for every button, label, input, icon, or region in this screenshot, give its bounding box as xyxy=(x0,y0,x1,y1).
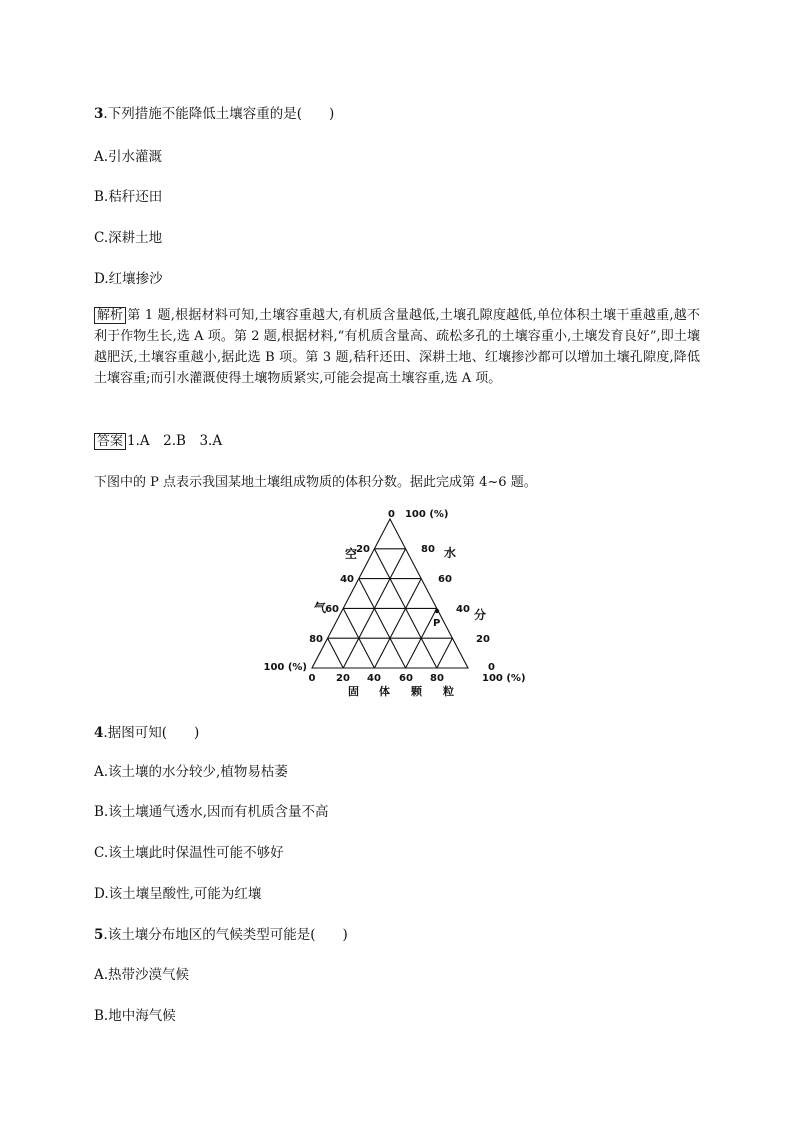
left-tick-20: 20 xyxy=(356,544,370,555)
q4-option-a: A.该土壤的水分较少,植物易枯萎 xyxy=(94,764,288,780)
bottom-tick-0: 0 xyxy=(308,673,316,684)
q4-option-d: D.该土壤呈酸性,可能为红壤 xyxy=(94,886,262,902)
bottom-right-label: 0 xyxy=(488,662,495,673)
q4-option-c: C.该土壤此时保温性可能不够好 xyxy=(94,845,284,861)
question-5-stem: 5.该土壤分布地区的气候类型可能是( ) xyxy=(94,927,348,943)
answer-text: 1.A 2.B 3.A xyxy=(127,433,223,449)
bottom-axis-name-1: 固 xyxy=(348,685,359,698)
left-axis-name-2: 气 xyxy=(314,601,327,615)
triangle-outline xyxy=(312,519,468,668)
right-tick-20: 20 xyxy=(476,634,490,645)
grid-line-right-parallel xyxy=(343,608,374,668)
q5-option-b: B.地中海气候 xyxy=(94,1008,176,1024)
bottom-tick-40: 40 xyxy=(367,673,381,684)
grid-line-left-parallel xyxy=(374,579,421,668)
right-tick-40: 40 xyxy=(456,604,470,615)
analysis-text: 第 1 题,根据材料可知,土壤容重越大,有机质含量越低,土壤孔隙度越低,单位体积土壤干重越重,越不利于作物生长,选 A 项。第 2 题,根据材料,“有机质含量高、疏松多孔的土壤容重小,土壤发育良好”,即土壤越肥沃,土壤容重越小,据此选 B 项。第 3 题,秸秆还田、深耕土地、红壤掺沙都可以增加土壤孔隙度,降低土壤容重;而引水灌溉使得土壤物质紧实,可能会提高土壤容重,选 A 项。 xyxy=(94,308,700,386)
analysis-paragraph xyxy=(94,305,700,389)
q3-option-c: C.深耕土地 xyxy=(94,230,163,246)
grid-line-left-parallel xyxy=(437,638,453,668)
grid-line-right-parallel xyxy=(328,638,344,668)
q5-option-a: A.热带沙漠气候 xyxy=(94,967,190,983)
intro-text: 下图中的 P 点表示我国某地土壤组成物质的体积分数。据此完成第 4~6 题。 xyxy=(94,475,537,490)
question-4-stem: 4.据图可知( ) xyxy=(94,725,200,741)
point-p-label: P xyxy=(433,618,441,629)
grid-line-left-parallel xyxy=(406,608,437,668)
grid-line-right-parallel xyxy=(359,579,406,668)
right-axis-name-1: 水 xyxy=(444,546,457,560)
bottom-tick-80: 80 xyxy=(430,673,444,684)
top-label: 0 100 (%) xyxy=(388,509,449,520)
right-tick-80: 80 xyxy=(421,544,435,555)
left-tick-60: 60 xyxy=(325,604,339,615)
question-3-stem: 3.下列措施不能降低土壤容重的是( ) xyxy=(94,106,335,122)
answer-line xyxy=(94,429,222,450)
bottom-tick-60: 60 xyxy=(399,673,413,684)
bottom-tick-100: 100 (%) xyxy=(482,673,526,684)
bottom-axis-name-2: 体 xyxy=(379,685,390,698)
analysis-tag: 解析 xyxy=(94,307,126,324)
left-axis-name-1: 空 xyxy=(345,547,358,561)
bottom-tick-20: 20 xyxy=(336,673,350,684)
q3-option-a: A.引水灌溉 xyxy=(94,149,163,165)
grid-line-left-parallel xyxy=(343,549,405,668)
bottom-left-label: 100 (%) xyxy=(263,662,307,673)
point-p xyxy=(435,609,439,613)
answer-tag: 答案 xyxy=(94,433,126,450)
bottom-axis-name-3: 颗 xyxy=(411,685,422,698)
q3-option-b: B.秸秆还田 xyxy=(94,189,163,205)
left-tick-80: 80 xyxy=(309,634,323,645)
grid-line-right-parallel xyxy=(374,549,436,668)
q3-option-d: D.红壤掺沙 xyxy=(94,271,163,287)
right-tick-60: 60 xyxy=(438,574,452,585)
right-axis-name-2: 分 xyxy=(474,608,487,622)
left-tick-40: 40 xyxy=(340,574,354,585)
bottom-axis-name-4: 粒 xyxy=(443,685,454,698)
q4-option-b: B.该土壤通气透水,因而有机质含量不高 xyxy=(94,804,329,820)
